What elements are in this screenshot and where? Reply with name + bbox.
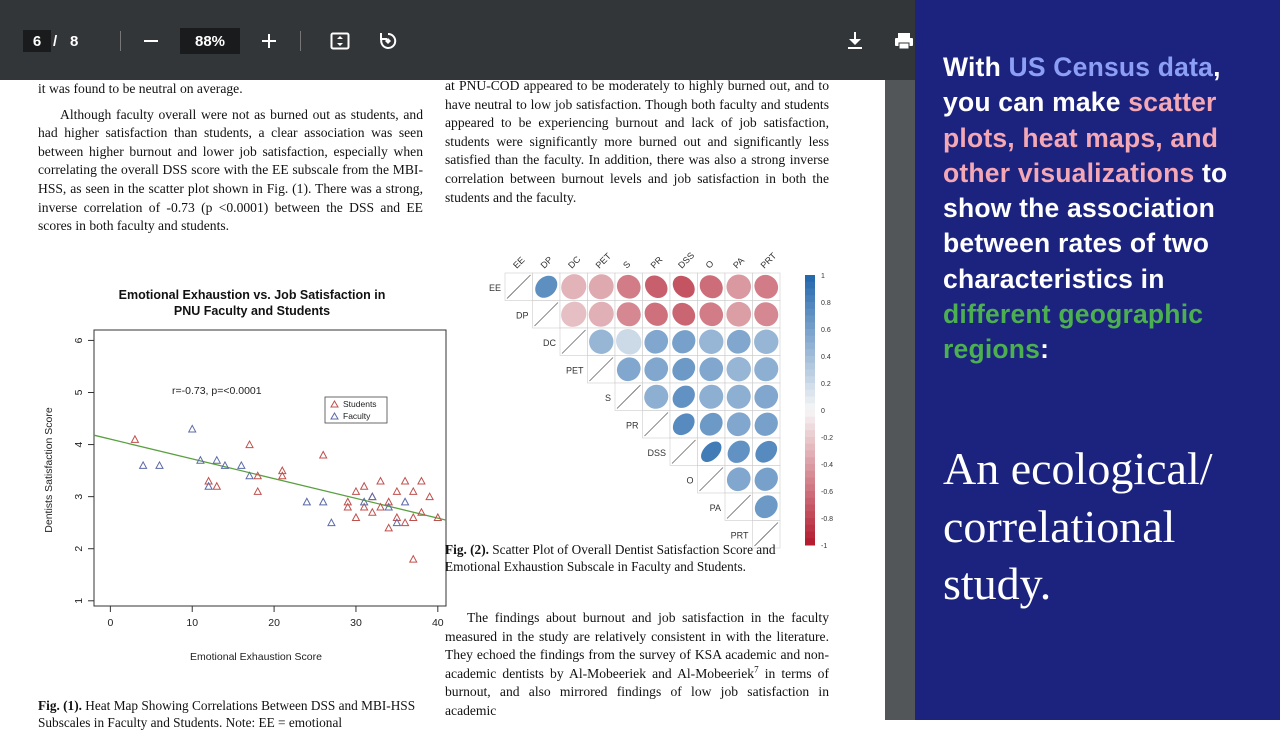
zoom-input[interactable]: 88% <box>180 28 240 54</box>
color-scale-segment <box>805 484 815 491</box>
color-scale-segment <box>805 397 815 404</box>
pdf-page <box>0 78 885 730</box>
fig2-caption-label: Fig. (2). <box>445 542 489 557</box>
students-point <box>320 451 327 458</box>
color-scale-segment <box>805 403 815 410</box>
students-point <box>361 483 368 490</box>
students-point <box>352 514 359 521</box>
faculty-point <box>140 462 147 469</box>
color-scale-segment <box>805 532 815 539</box>
color-scale-segment <box>805 275 815 282</box>
page-separator: / <box>53 32 58 50</box>
x-tick-label: 20 <box>268 617 280 629</box>
color-scale-label: 0.4 <box>821 354 831 361</box>
color-scale-label: 0.6 <box>821 327 831 334</box>
download-button[interactable] <box>840 26 870 56</box>
panel-highlight-census: US Census data <box>1008 52 1214 82</box>
heatmap-col-label: PA <box>731 255 747 271</box>
toolbar-divider <box>300 31 301 51</box>
faculty-point <box>238 462 245 469</box>
zoom-in-button[interactable] <box>254 26 284 56</box>
color-scale-segment <box>805 370 815 377</box>
color-scale-segment <box>805 430 815 437</box>
students-point <box>426 493 433 500</box>
color-scale-segment <box>805 424 815 431</box>
color-scale-segment <box>805 478 815 485</box>
left-column-text <box>38 80 423 236</box>
download-icon <box>844 30 866 52</box>
color-scale-label: -1 <box>821 543 828 550</box>
fit-line <box>94 435 446 520</box>
color-scale-segment <box>805 356 815 363</box>
fig1-caption-label: Fig. (1). <box>38 698 82 713</box>
fit-page-icon <box>329 30 351 52</box>
color-scale-segment <box>805 505 815 512</box>
color-scale-segment <box>805 316 815 323</box>
faculty-point <box>320 498 327 505</box>
color-scale-label: -0.6 <box>821 489 834 496</box>
students-point <box>246 441 253 448</box>
students-point <box>377 478 384 485</box>
heatmap-row-label: S <box>604 392 611 403</box>
panel-highlight-visualizations: scatter plots, heat maps, and other visualizations <box>943 87 1219 188</box>
faculty-point <box>303 498 310 505</box>
students-point <box>393 488 400 495</box>
heatmap-row-label: PET <box>565 365 584 376</box>
color-scale-segment <box>805 498 815 505</box>
heatmap-col-label: O <box>703 258 716 271</box>
panel-text-7: : <box>1040 334 1050 365</box>
legend-students: Students <box>343 399 377 409</box>
heatmap-col-label: PET <box>593 250 614 271</box>
rotate-button[interactable] <box>373 26 403 56</box>
heatmap-col-label: EE <box>511 254 527 271</box>
y-tick-label: 2 <box>73 545 85 552</box>
color-scale-label: 1 <box>821 273 825 280</box>
heatmap-col-label: DSS <box>676 250 697 271</box>
zoom-out-button[interactable] <box>136 26 166 56</box>
pdf-toolbar <box>0 0 915 80</box>
color-scale-label: 0.8 <box>821 300 831 307</box>
students-point <box>352 488 359 495</box>
x-tick-label: 10 <box>186 617 199 629</box>
panel-study-type: An ecological/ correlational study. <box>943 443 1213 609</box>
color-scale-segment <box>805 471 815 478</box>
rotate-icon <box>377 30 399 52</box>
heatmap-col-label: PRT <box>758 250 779 271</box>
students-point <box>254 488 261 495</box>
faculty-point <box>369 493 376 500</box>
left-top-line: it was found to be neutral on average. <box>38 81 243 96</box>
fig2-caption-text: Scatter Plot of Overall Dentist Satisfaction Score and Emotional Exhaustion Subscale in Faculty and Students. <box>445 542 776 574</box>
y-tick-label: 4 <box>73 441 85 448</box>
color-scale-segment <box>805 464 815 471</box>
y-tick-label: 6 <box>73 337 85 344</box>
left-paragraph: Although faculty overall were not as burned out as students, and had higher satisfaction than students, a clear association was seen between higher burnout and lower job satisfaction, especially when correlating the overall DSS score with the EE subscale from the MBI-HSS, as seen in the scatter plot shown in Fig. (1). There was a strong, inverse correlation of -0.73 (p <0.0001) between the DSS and EE scores in both faculty and students. <box>38 106 423 234</box>
faculty-point <box>213 457 220 464</box>
color-scale-segment <box>805 437 815 444</box>
panel-text-1: With <box>943 52 1009 82</box>
scatter-legend <box>325 397 387 423</box>
right-column-text <box>445 77 829 207</box>
students-point <box>402 478 409 485</box>
color-scale-segment <box>805 457 815 464</box>
faculty-point <box>328 519 335 526</box>
heatmap-figure <box>465 235 834 550</box>
color-scale-label: -0.2 <box>821 435 834 442</box>
color-scale-segment <box>805 343 815 350</box>
color-scale-label: -0.8 <box>821 516 834 523</box>
faculty-point <box>156 462 163 469</box>
legend-faculty: Faculty <box>343 411 371 421</box>
y-tick-label: 5 <box>73 389 85 396</box>
color-scale-label: 0 <box>821 408 825 415</box>
fit-page-button[interactable] <box>325 26 355 56</box>
info-panel <box>915 0 1280 720</box>
students-point <box>402 519 409 526</box>
heatmap-row-label: PA <box>709 502 721 513</box>
students-point <box>385 524 392 531</box>
heatmap-row-label: PR <box>625 420 639 431</box>
x-tick-label: 40 <box>431 617 444 629</box>
heatmap-col-label: S <box>621 259 633 271</box>
color-scale-segment <box>805 444 815 451</box>
minus-icon <box>140 30 162 52</box>
panel-text-3: , you can make <box>943 52 1221 118</box>
color-scale-label: 0.2 <box>821 381 831 388</box>
students-point <box>410 556 417 563</box>
color-scale-segment <box>805 289 815 296</box>
toolbar-divider <box>120 31 121 51</box>
heatmap-row-label: EE <box>488 282 501 293</box>
color-scale-segment <box>805 390 815 397</box>
students-point <box>410 514 417 521</box>
color-scale-segment <box>805 511 815 518</box>
faculty-point <box>402 498 409 505</box>
color-scale-segment <box>805 295 815 302</box>
color-scale-segment <box>805 410 815 417</box>
print-button[interactable] <box>893 26 915 56</box>
right-paragraph: at PNU-COD appeared to be moderately to highly burned out, and to have neutral to low job satisfaction. Though both faculty and students appeared to be experiencing burnout and lack of job satisfaction, students were significantly more burned out and significantly less satisfied than the faculty. In addition, there was also a strong inverse correlation between burnout levels and job satisfaction in both the students and the faculty. <box>445 78 829 205</box>
color-scale-label: -0.4 <box>821 462 834 469</box>
color-scale-segment <box>805 518 815 525</box>
color-scale-segment <box>805 363 815 370</box>
chart-title-line1: Emotional Exhaustion vs. Job Satisfaction in <box>118 288 386 302</box>
color-scale-segment <box>805 525 815 532</box>
chart-title-line2: PNU Faculty and Students <box>173 304 331 318</box>
heatmap-row-label: DC <box>543 337 556 348</box>
panel-description <box>943 50 1268 368</box>
heatmap-row-label: PRT <box>730 530 749 541</box>
y-tick-label: 1 <box>73 597 85 604</box>
color-scale-segment <box>805 451 815 458</box>
page-number-input[interactable]: 6 <box>23 30 51 52</box>
heatmap-col-label: PR <box>648 254 665 271</box>
faculty-point <box>189 425 196 432</box>
color-scale-segment <box>805 417 815 424</box>
correlation-annotation: r=-0.73, p=<0.0001 <box>172 385 262 397</box>
students-point <box>418 478 425 485</box>
color-scale-segment <box>805 336 815 343</box>
students-point <box>131 436 138 443</box>
x-tick-label: 0 <box>107 617 114 629</box>
panel-text-5: to show the association between rates of two characteristics in <box>943 157 1228 294</box>
right-paragraph-2-text: The findings about burnout and job satisfaction in the faculty measured in the study are relatively consistent in with the literature. They echoed the findings from the survey of KSA academic and non-academic dentists by Al-Mobeeriek and Al-Mobeeriek <box>445 610 829 681</box>
right-paragraph-2-end: in terms of burnout, and also mirrored findings of low job satisfaction in academic <box>445 665 829 718</box>
page-total: 8 <box>70 32 79 50</box>
color-scale-segment <box>805 491 815 498</box>
citation-sup: 7 <box>754 664 759 675</box>
color-scale-segment <box>805 309 815 316</box>
fig1-caption-text: Heat Map Showing Correlations Between DSS and MBI-HSS Subscales in Faculty and Students. Note: EE = emotional <box>38 698 416 730</box>
fig2-caption <box>445 541 829 575</box>
print-icon <box>893 30 915 52</box>
y-tick-label: 3 <box>73 493 85 500</box>
y-axis-label: Dentists Satisfaction Score <box>43 407 55 533</box>
heatmap-row-label: DP <box>515 310 529 321</box>
fig1-caption <box>38 697 423 731</box>
color-scale-segment <box>805 383 815 390</box>
right-paragraph-2 <box>445 609 829 721</box>
color-scale-segment <box>805 349 815 356</box>
heatmap-row-label: O <box>686 475 694 486</box>
x-axis-label: Emotional Exhaustion Score <box>190 651 322 663</box>
students-point <box>410 488 417 495</box>
scatter-plot-figure <box>30 280 444 670</box>
heatmap-col-label: DC <box>566 254 583 271</box>
plus-icon <box>258 30 280 52</box>
color-scale-segment <box>805 282 815 289</box>
panel-highlight-regions: different geographic regions <box>943 299 1204 365</box>
heatmap-row-label: DSS <box>647 447 666 458</box>
x-tick-label: 30 <box>350 617 362 629</box>
color-scale-segment <box>805 376 815 383</box>
color-scale-segment <box>805 329 815 336</box>
heatmap-col-label: DP <box>538 254 555 271</box>
color-scale-segment <box>805 302 815 309</box>
students-point <box>369 509 376 516</box>
students-point <box>213 483 220 490</box>
color-scale-segment <box>805 322 815 329</box>
